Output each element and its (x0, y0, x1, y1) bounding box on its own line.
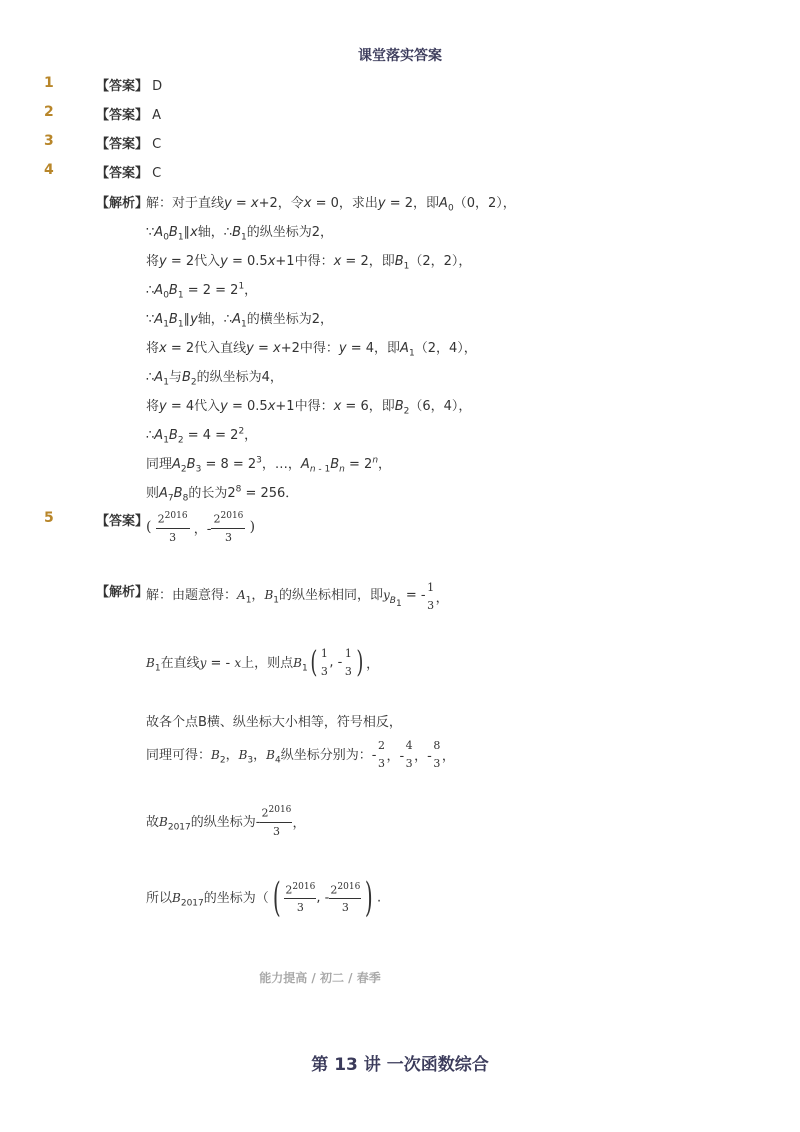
answer-tag: 【答案】 (96, 166, 149, 181)
answer-row (96, 162, 161, 181)
answer-tag: 【答案】 (96, 108, 149, 123)
answer-tag: 【答案】 (96, 137, 149, 152)
analysis-line: $\because A_1B_1\parallel y$轴，$\therefore A_1$的横坐标为2， (146, 312, 333, 330)
analysis-line: 解：对于直线y = x+2，令x = 0，求出y = 2，即$A_0(0$，2）， (146, 196, 516, 214)
answer-value: D (152, 79, 163, 94)
analysis-line: $\therefore A_0B_1 = 2 = 2^1$， (146, 281, 258, 301)
analysis-line: 所以$B_{2017}$的坐标为（( $\frac{2^{2016}}{3}$ , - $\frac{2^{2016}}{3}$ ) . (146, 875, 382, 921)
question-number: 4 (44, 162, 54, 178)
lesson-title: 第 13 讲 一次函数综合 (311, 1055, 489, 1075)
analysis-line: 同理$A_2B_3 = 8 = 2^3$，…，$A_{n - 1}B_n = 2^n$， (146, 455, 392, 475)
analysis-line: 将y = 4代入y = 0.5x+1中得：x = 6，即$B_2(6$，4）， (146, 399, 472, 417)
answer-tag: 【答案】 (96, 79, 149, 94)
q5-answer: ( $\frac{2^{2016}}{3}$ ，- $\frac{2^{2016}}{3}$ ) (146, 511, 256, 544)
analysis-line: $\therefore A_1$与$B_2$的纵坐标为4， (146, 370, 283, 388)
analysis-line: 解：由题意得：$A_1$，$B_1$的纵坐标相同，即$y_{B_1}$ = - $\frac{1}{3}$ ， (146, 581, 449, 612)
answer-row (96, 104, 161, 123)
question-number: 1 (44, 75, 54, 91)
answer-row (96, 133, 161, 152)
page-footer: 能力提高 / 初二 / 春季 (259, 971, 381, 985)
analysis-line: 将x = 2代入直线y = x+2中得：y = 4，即$A_1(2$，4）， (146, 341, 477, 359)
analysis-line: 同理可得：$B_2$，$B_3$，$B_4$纵坐标分别为：- $\frac{2}{3}$ ，- $\frac{4}{3}$ ，- $\frac{8}{3}$ ， (146, 739, 455, 770)
analysis-line: $\because A_0B_1\parallel x$轴，$\therefore B_1$的纵坐标为2， (146, 225, 333, 243)
question-number: 5 (44, 510, 54, 526)
analysis-line: 将y = 2代入y = 0.5x+1中得：x = 2，即$B_1(2$，2）， (146, 254, 472, 272)
answer-value: C (152, 166, 162, 181)
question-number: 3 (44, 133, 54, 149)
answer-tag: 【答案】 (96, 514, 149, 529)
analysis-line: 故各个点B横、纵坐标大小相等，符号相反， (146, 715, 402, 730)
analysis-line: $\therefore A_1B_2 = 4 = 2^2$， (146, 426, 258, 446)
answer-value: C (152, 137, 162, 152)
analysis-line: 则$A_7B_8$的长为$2^8 = 256$． (146, 484, 299, 504)
question-number: 2 (44, 104, 54, 120)
analysis-tag: 【解析】 (96, 585, 149, 600)
page-title: 课堂落实答案 (358, 48, 442, 64)
answer-value: A (152, 108, 162, 123)
analysis-tag: 【解析】 (96, 196, 149, 211)
answer-row (96, 75, 162, 94)
analysis-line: 故$B_{2017}$的纵坐标为- $\frac{2^{2016}}{3}$ ， (146, 805, 306, 838)
analysis-line: $B_1$在直线y = - x上，则点$B_1$( $\frac{1}{3}$ , - $\frac{1}{3}$ ) ， (146, 645, 380, 680)
